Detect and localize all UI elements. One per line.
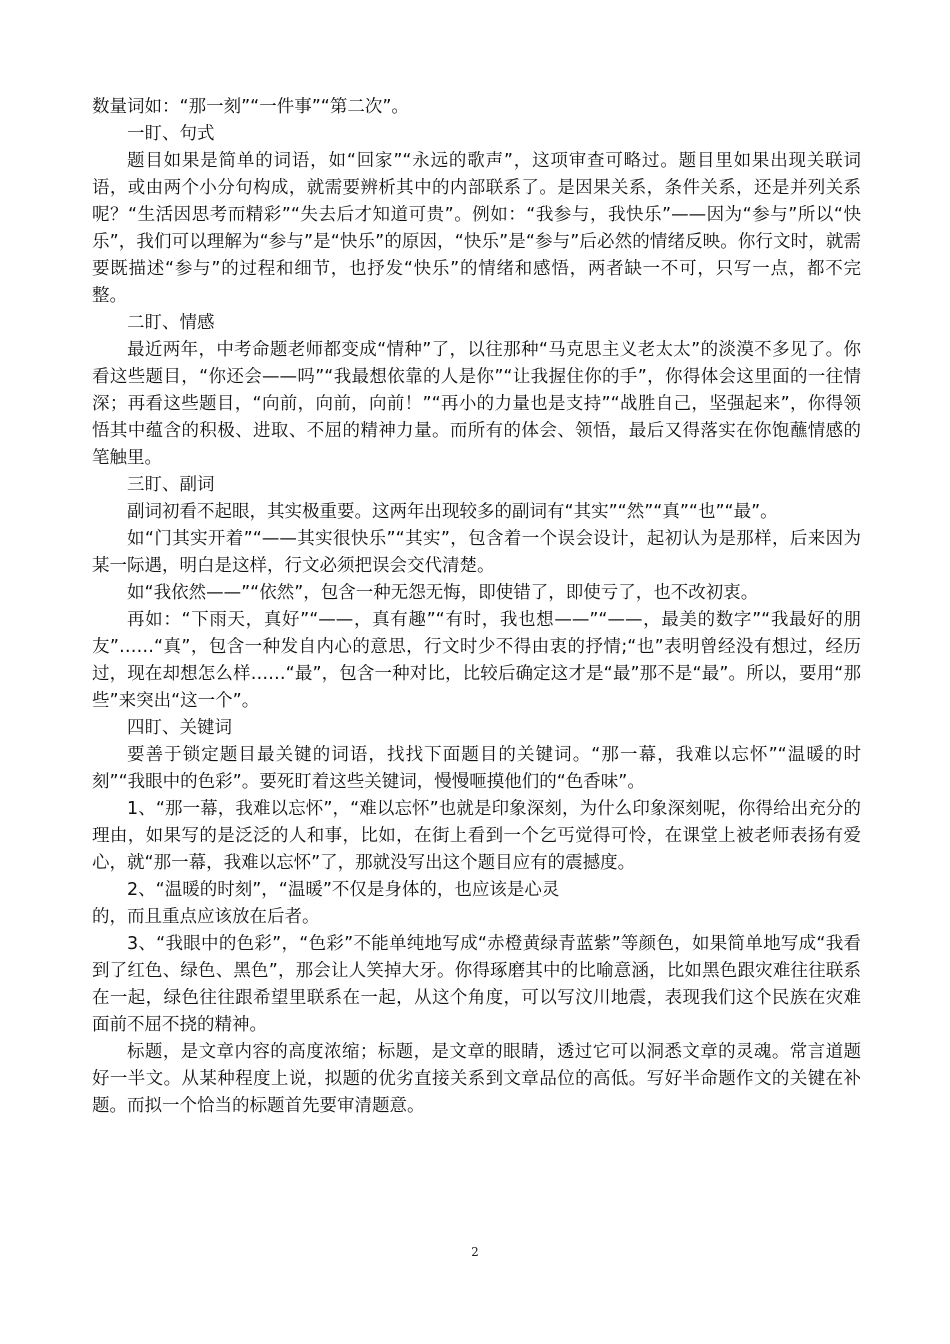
paragraph: 三盯、副词 [127,475,215,495]
paragraph: 数量词如：“那一刻”“一件事”“第二次”。 [92,97,409,117]
paragraph: 再如：“下雨天，真好”“——，真有趣”“有时，我也想——”“——，最美的数字”“我最好的朋友”……“真”，包含一种发自内心的意思，行文时少不得由衷的抒情;“也”表明曾经没有想过，经历过，现在却想怎么样……“最”，包含一种对比，比较后确定这才是“最”那不是“最”。所以，要用“那些”来突出“这一个”。 [92,610,861,711]
paragraph: 最近两年，中考命题老师都变成“情种”了，以往那种“马克思主义老太太”的淡漠不多见了。你看这些题目，“你还会——吗”“我最想依靠的人是你”“让我握住你的手”，你得体会这里面的一往情深；再看这些题目，“向前，向前，向前！”“再小的力量也是支持”“战胜自己，坚强起来”，你得领悟其中蕴含的积极、进取、不屈的精神力量。而所有的体会、领悟，最后又得落实在你饱蘸情感的笔触里。 [92,340,861,468]
page-number: 2 [471,1245,479,1259]
paragraph: 题目如果是简单的词语，如“回家”“永远的歌声”，这项审查可略过。题目里如果出现关联词语，或由两个小分句构成，就需要辨析其中的内部联系了。是因果关系，条件关系，还是并列关系呢？“生活因思考而精彩”“失去后才知道可贵”。例如：“我参与，我快乐”——因为“参与”所以“快乐”，我们可以理解为“参与”是“快乐”的原因，“快乐”是“参与”后必然的情绪反映。你行文时，就需要既描述“参与”的过程和细节，也抒发“快乐”的情绪和感悟，两者缺一不可，只写一点，都不完整。 [92,151,861,306]
paragraph: 的，而且重点应该放在后者。 [92,907,320,927]
paragraph: 3、“我眼中的色彩”，“色彩”不能单纯地写成“赤橙黄绿青蓝紫”等颜色，如果简单地写成“我看到了红色、绿色、黑色”，那会让人笑掉大牙。你得琢磨其中的比喻意涵，比如黑色跟灾难往往联系在一起，绿色往往跟希望里联系在一起，从这个角度，可以写汶川地震，表现我们这个民族在灾难面前不屈不挠的精神。 [92,934,861,1035]
paragraph: 2、“温暖的时刻”，“温暖”不仅是身体的，也应该是心灵 [127,880,560,900]
paragraph: 1、“那一幕，我难以忘怀”，“难以忘怀”也就是印象深刻，为什么印象深刻呢，你得给出充分的理由，如果写的是泛泛的人和事，比如，在街上看到一个乞丐觉得可怜，在课堂上被老师表扬有爱心，就“那一幕，我难以忘怀”了，那就没写出这个题目应有的震撼度。 [92,799,861,873]
paragraph: 如“我依然——”“依然”，包含一种无怨无悔，即使错了，即使亏了，也不改初衷。 [127,583,759,603]
paragraph: 副词初看不起眼，其实极重要。这两年出现较多的副词有“其实”“然”“真”“也”“最”。 [127,502,778,522]
paragraph: 如“门其实开着”“——其实很快乐”“其实”，包含着一个误会设计，起初认为是那样，后来因为某一际遇，明白是这样，行文必须把误会交代清楚。 [92,529,861,576]
document-body [92,94,861,1120]
paragraph: 四盯、关键词 [127,718,232,738]
paragraph: 标题，是文章内容的高度浓缩；标题，是文章的眼睛，透过它可以洞悉文章的灵魂。常言道题好一半文。从某种程度上说，拟题的优劣直接关系到文章品位的高低。写好半命题作文的关键在补题。而拟一个恰当的标题首先要审清题意。 [92,1042,861,1116]
paragraph: 要善于锁定题目最关键的词语，找找下面题目的关键词。“那一幕，我难以忘怀”“温暖的时刻”“我眼中的色彩”。要死盯着这些关键词，慢慢咂摸他们的“色香味”。 [92,745,861,792]
paragraph: 二盯、情感 [127,313,215,333]
paragraph: 一盯、句式 [127,124,215,144]
